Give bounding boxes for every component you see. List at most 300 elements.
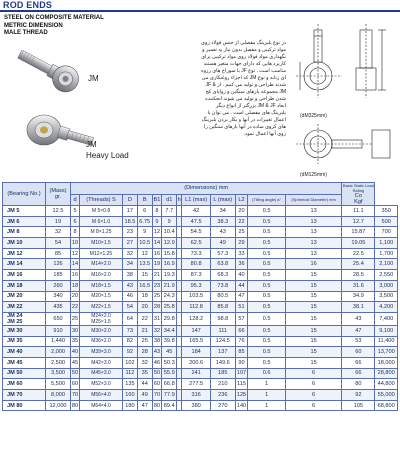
table-cell: 17	[123, 206, 138, 217]
table-cell: 14	[152, 238, 162, 249]
table-cell: 149.6	[210, 357, 235, 368]
table-cell: 125	[235, 390, 248, 401]
table-cell: JM 12	[3, 248, 46, 259]
table-cell: 64	[123, 312, 138, 325]
table-cell: 1	[248, 400, 285, 411]
table-cell: 165.5	[182, 336, 211, 347]
section-title: ROD ENDS	[3, 0, 53, 10]
table-cell: 135	[123, 379, 138, 390]
table-cell: 33	[235, 248, 248, 259]
table-cell: 6.75	[137, 216, 152, 227]
table-cell: 350	[375, 206, 398, 217]
description-text: در نوع بلبرینگ مفصلی از جنس فولاد روی مواد ترکیبی و مفصل بدون نیاز به تعمیر و نگهداری مواد فولاد روی مواد ترکیبی برای کاربرد هایی که دارای جهات متغیر هستند مناسب است . نوع JF با سوراخ های رزوه ای زنانه و نوع JM که اجزاء روغنکاری می شدند طراحی و تولید می کنیم . از JF & JM مجموعه بازهای سنگین و زوایای کج شدن طراحی و تولید می شوند انجکننده ابعاد JM & JF بزرگتر از انواع دیگر بلبرینگ های مفصلی است . می توان با اعمال تغییرات در آنها و بکار بردن بلبرینگ های کروی ساده در آنها بارهای سنگین را روی آنها اعمال نمود.	[201, 40, 286, 137]
table-cell: 34	[123, 259, 138, 270]
table-cell: 62.5	[182, 238, 211, 249]
table-cell: JM 20	[3, 291, 46, 302]
table-cell: 21.9	[162, 280, 177, 291]
table-cell: 12	[71, 248, 80, 259]
table-cell-line: JM 24	[7, 312, 23, 319]
table-cell: 80	[152, 400, 162, 411]
table-cell: 1	[248, 390, 285, 401]
table-cell: JM 8	[3, 227, 46, 238]
table-cell: 16.9	[162, 259, 177, 270]
table-cell: M56×4.0	[80, 390, 123, 401]
table-cell: 340	[46, 291, 71, 302]
table-cell: JM 16	[3, 270, 46, 281]
table-cell: 236	[210, 390, 235, 401]
table-cell: 85	[46, 248, 71, 259]
table-cell: M10×1.5	[80, 238, 123, 249]
table-cell: 1,100	[375, 238, 398, 249]
table-cell: 21	[152, 270, 162, 281]
table-cell: 14	[71, 259, 80, 270]
table-cell: 0.5	[248, 357, 285, 368]
table-cell: 115	[235, 379, 248, 390]
table-cell: 23	[152, 280, 162, 291]
table-cell: 25	[152, 291, 162, 302]
table-cell: 6	[137, 206, 152, 217]
table-row	[3, 270, 398, 281]
table-cell: 32	[137, 357, 152, 368]
table-cell: M30×2.0	[80, 325, 123, 336]
table-cell: 13,700	[375, 347, 398, 358]
table-cell: 12	[152, 227, 162, 238]
table-cell: 20	[235, 206, 248, 217]
table-cell: 7.7	[162, 206, 177, 217]
table-cell: 73	[123, 325, 138, 336]
table-cell: 80	[71, 400, 80, 411]
table-cell: 39.8	[162, 336, 177, 347]
subtitle-thread: MALE THREAD	[4, 30, 48, 36]
table-cell: 34	[210, 206, 235, 217]
table-cell: JM 6	[3, 216, 46, 227]
table-cell: 2,000	[46, 347, 71, 358]
table-cell: 54	[46, 238, 71, 249]
table-cell: 0.6	[248, 368, 285, 379]
table-row	[3, 390, 398, 401]
table-cell: 0.5	[248, 312, 285, 325]
table-cell: 16	[71, 270, 80, 281]
table-cell: 47	[235, 291, 248, 302]
table-cell: 47	[342, 325, 375, 336]
table-cell: 0.5	[248, 325, 285, 336]
table-cell: 500	[375, 216, 398, 227]
table-cell: 210	[210, 379, 235, 390]
table-cell: 46	[123, 291, 138, 302]
table-cell: 6	[285, 400, 342, 411]
table-row	[3, 368, 398, 379]
table-row	[3, 291, 398, 302]
table-cell: JM 70	[3, 390, 46, 401]
table-cell: 40	[71, 347, 80, 358]
table-cell: 140	[235, 400, 248, 411]
col-mass: (Mass) gr.	[46, 183, 71, 206]
table-cell: 27	[123, 238, 138, 249]
table-cell: 22	[137, 312, 152, 325]
table-cell: 36	[235, 259, 248, 270]
table-cell: 22.5	[342, 248, 375, 259]
table-cell: 0.5	[248, 248, 285, 259]
table-cell: 12	[137, 248, 152, 259]
table-cell: 105	[342, 400, 375, 411]
table-cell: 34.9	[342, 291, 375, 302]
table-cell: 8	[71, 227, 80, 238]
table-cell: JM 60	[3, 379, 46, 390]
table-cell: 0.5	[248, 302, 285, 313]
table-cell: 28.5	[342, 270, 375, 281]
table-cell: 47.5	[182, 216, 211, 227]
table-cell: JM 5	[3, 206, 46, 217]
table-row	[3, 227, 398, 238]
table-cell: 38.1	[342, 302, 375, 313]
table-cell: 28,800	[375, 368, 398, 379]
table-cell: 80.5	[210, 291, 235, 302]
table-cell: 9	[137, 227, 152, 238]
table-cell: 25.8	[162, 302, 177, 313]
table-cell: 6	[285, 390, 342, 401]
table-cell: 1	[248, 379, 285, 390]
table-cell: 18,000	[375, 357, 398, 368]
table-cell: 95.3	[182, 280, 211, 291]
static-load-co: Co	[354, 193, 362, 199]
table-cell: JM 50	[3, 368, 46, 379]
table-cell: 160	[123, 390, 138, 401]
table-cell: 10.5	[137, 238, 152, 249]
table-cell: 15	[285, 291, 342, 302]
table-cell: 13	[285, 216, 342, 227]
table-cell: JM 45	[3, 357, 46, 368]
col-bearing-no: (Bearing No.)	[3, 183, 46, 206]
drawing-caption-bottom: (dM125mm)	[300, 172, 327, 178]
table-cell: 3,500	[46, 368, 71, 379]
table-cell: 2,100	[375, 259, 398, 270]
table-cell: 25	[235, 227, 248, 238]
subtitles	[4, 15, 104, 38]
table-cell: 147	[182, 325, 211, 336]
table-cell: 90	[235, 357, 248, 368]
table-cell: 25	[137, 336, 152, 347]
table-cell: 43	[123, 280, 138, 291]
table-cell: 44	[235, 280, 248, 291]
table-cell-line: M24×2.0	[91, 312, 111, 319]
table-cell: 45	[162, 347, 177, 358]
table-cell: 34.4	[162, 325, 177, 336]
table-row	[3, 312, 398, 325]
table-cell: M52×3.0	[80, 379, 123, 390]
table-cell	[80, 312, 123, 325]
table-cell: 38.3	[210, 216, 235, 227]
table-cell: 6	[285, 379, 342, 390]
table-cell: 13	[285, 238, 342, 249]
table-cell: 0.5	[248, 206, 285, 217]
table-cell: M 5×0.8	[80, 206, 123, 217]
table-cell: 0.5	[248, 291, 285, 302]
table-cell: M18×1.5	[80, 280, 123, 291]
table-cell: M64×4.0	[80, 400, 123, 411]
col-dimensions: (Dimensions) mm	[71, 183, 342, 195]
table-cell: 185	[46, 270, 71, 281]
table-cell: 35	[137, 368, 152, 379]
table-cell: 60	[71, 379, 80, 390]
table-cell: 57.3	[210, 248, 235, 259]
table-cell: 15	[285, 357, 342, 368]
table-cell: 15.8	[162, 248, 177, 259]
table-cell: 12.7	[342, 216, 375, 227]
table-cell: 13	[285, 248, 342, 259]
table-cell: 3,500	[375, 291, 398, 302]
table-cell: 85	[235, 347, 248, 358]
table-row	[3, 216, 398, 227]
table-cell: 185	[210, 368, 235, 379]
table-cell: M16×2.0	[80, 270, 123, 281]
table-cell: 30	[71, 325, 80, 336]
table-cell: 46	[152, 357, 162, 368]
table-row	[3, 347, 398, 358]
table-cell: 44,800	[375, 379, 398, 390]
table-cell: 54.5	[182, 227, 211, 238]
table-cell: 63.8	[210, 259, 235, 270]
table-cell: 66	[235, 325, 248, 336]
table-cell: 68.3	[210, 270, 235, 281]
label-jm: JM	[88, 74, 99, 83]
table-cell: 10.4	[162, 227, 177, 238]
table-cell: 32	[152, 325, 162, 336]
table-cell: 15	[285, 302, 342, 313]
table-cell: M14×2.0	[80, 259, 123, 270]
table-cell: 70	[152, 390, 162, 401]
table-cell: 98.8	[210, 312, 235, 325]
table-cell: 650	[46, 312, 71, 325]
col-B1: B1	[152, 194, 162, 206]
table-cell: 12.5	[46, 206, 71, 217]
table-cell: 1,700	[375, 248, 398, 259]
table-cell: 35	[71, 336, 80, 347]
table-cell: JM 22	[3, 302, 46, 313]
table-cell: M36×2.0	[80, 336, 123, 347]
table-cell: 0.5	[248, 270, 285, 281]
table-cell: 7,400	[375, 312, 398, 325]
table-row	[3, 400, 398, 411]
table-cell: 85.8	[210, 302, 235, 313]
table-cell: 40	[235, 270, 248, 281]
title-rule	[0, 10, 400, 12]
col-h: h	[177, 194, 182, 206]
table-cell: 277.5	[182, 379, 211, 390]
table-row	[3, 336, 398, 347]
table-cell: 16	[152, 248, 162, 259]
table-cell: 66	[342, 368, 375, 379]
table-cell: 21	[137, 325, 152, 336]
label-heavy-load-code: JM	[86, 140, 97, 149]
table-cell: 107	[235, 368, 248, 379]
table-cell: 22	[235, 216, 248, 227]
table-cell: 32	[123, 248, 138, 259]
table-cell: 43	[210, 227, 235, 238]
table-cell: 60	[152, 379, 162, 390]
table-cell: 29	[235, 238, 248, 249]
label-heavy-load-name: Heavy Load	[86, 151, 129, 160]
col-threads: (Threads) S	[80, 194, 123, 206]
table-cell: 18.5	[123, 216, 138, 227]
table-cell: 15	[285, 325, 342, 336]
table-cell: M 8×1.25	[80, 227, 123, 238]
table-cell: 53	[342, 336, 375, 347]
table-cell: 126	[46, 259, 71, 270]
table-cell: 19	[152, 259, 162, 270]
table-row	[3, 379, 398, 390]
table-cell: 51	[235, 302, 248, 313]
table-cell: 15.87	[342, 227, 375, 238]
table-row	[3, 302, 398, 313]
table-cell: JM 35	[3, 336, 46, 347]
table-cell: 180	[123, 400, 138, 411]
table-cell: 89.4	[162, 400, 177, 411]
table-cell: 13	[285, 206, 342, 217]
table-cell: 29.8	[162, 312, 177, 325]
table-cell: 50	[71, 368, 80, 379]
table-cell: 43	[342, 312, 375, 325]
col-L2: L2	[235, 194, 248, 206]
table-cell: 15	[285, 280, 342, 291]
table-cell: 82	[123, 336, 138, 347]
col-spherical: (Spherical Diameter) mm	[285, 194, 342, 206]
table-cell: 49	[137, 390, 152, 401]
table-cell: 66	[342, 357, 375, 368]
static-load-kgf: Kgf	[354, 199, 363, 205]
table-cell: 2,500	[46, 357, 71, 368]
table-cell: 0.5	[248, 336, 285, 347]
table-cell: 8	[152, 206, 162, 217]
table-cell: 316	[182, 390, 211, 401]
table-cell: 111	[210, 325, 235, 336]
table-cell: 15	[137, 270, 152, 281]
table-row	[3, 259, 398, 270]
table-cell: M22×1.5	[80, 302, 123, 313]
table-cell: 18	[71, 280, 80, 291]
col-L: L (max)	[210, 194, 235, 206]
table-cell: 0.5	[248, 347, 285, 358]
table-cell: 270	[210, 400, 235, 411]
table-cell: 28	[152, 302, 162, 313]
table-cell: 103.5	[182, 291, 211, 302]
table-cell: 15	[285, 312, 342, 325]
table-cell: 0.5	[248, 227, 285, 238]
table-cell: 12.9	[162, 238, 177, 249]
table-cell: 128.2	[182, 312, 211, 325]
table-cell: 10	[71, 238, 80, 249]
table-cell: M39×3.0	[80, 347, 123, 358]
table-cell: 13.5	[137, 259, 152, 270]
table-row	[3, 238, 398, 249]
header-row-1	[3, 183, 398, 195]
table-cell: M12×1.25	[80, 248, 123, 259]
table-cell: 50.3	[162, 357, 177, 368]
table-cell: 4,200	[375, 302, 398, 313]
table-cell: JM 18	[3, 280, 46, 291]
table-cell: 11,400	[375, 336, 398, 347]
table-cell: 102	[123, 357, 138, 368]
table-cell: 8,000	[46, 390, 71, 401]
table-cell: 9	[162, 216, 177, 227]
table-cell: 60	[342, 347, 375, 358]
table-cell: 20	[137, 302, 152, 313]
table-cell: 24.3	[162, 291, 177, 302]
table-cell: 16.5	[137, 280, 152, 291]
table-cell-line: M25×1.5	[91, 318, 111, 325]
table-cell: 45	[71, 357, 80, 368]
table-cell: 15	[285, 336, 342, 347]
table-cell: 435	[46, 302, 71, 313]
table-cell: 32	[46, 227, 71, 238]
table-cell: M20×1.5	[80, 291, 123, 302]
table-cell: 44	[137, 379, 152, 390]
table-cell: 241	[182, 368, 211, 379]
rod-end-photo-heavy-load	[16, 106, 96, 156]
table-cell: 6	[285, 368, 342, 379]
table-cell: 112.8	[182, 302, 211, 313]
table-row	[3, 280, 398, 291]
static-load-caption: Basic Static Load Rating	[342, 183, 374, 193]
table-cell: 87.3	[182, 270, 211, 281]
table-cell: 43	[152, 347, 162, 358]
table-cell: 70	[71, 390, 80, 401]
table-cell: 16	[285, 259, 342, 270]
table-cell: 910	[46, 325, 71, 336]
table-cell: 3,000	[375, 280, 398, 291]
table-cell: 76	[235, 336, 248, 347]
drawing-caption-top: (dM325mm)	[300, 113, 327, 119]
header-bar	[0, 0, 400, 12]
table-cell: 38	[152, 336, 162, 347]
table-cell: 15	[285, 270, 342, 281]
col-D: D	[123, 194, 138, 206]
spec-body	[3, 206, 398, 411]
table-cell: 11.1	[342, 206, 375, 217]
technical-drawing-bottom	[292, 120, 397, 170]
table-cell: 5,500	[46, 379, 71, 390]
table-cell: 18	[137, 291, 152, 302]
table-cell: 23	[123, 227, 138, 238]
table-cell: 80.8	[182, 259, 211, 270]
table-cell: 54	[123, 302, 138, 313]
table-cell: M45×3.0	[80, 368, 123, 379]
table-cell: 47	[137, 400, 152, 411]
table-cell: 57	[235, 312, 248, 325]
table-cell-line: JM 25	[7, 318, 23, 325]
table-cell: M42×3.0	[80, 357, 123, 368]
table-row	[3, 206, 398, 217]
table-row	[3, 248, 398, 259]
table-cell: 6	[71, 216, 80, 227]
table-cell: 42	[182, 206, 211, 217]
table-cell: M 6×1.0	[80, 216, 123, 227]
subtitle-metric: METRIC DIMENSION	[4, 22, 63, 29]
table-cell: 15	[285, 347, 342, 358]
table-cell: JM 40	[3, 347, 46, 358]
table-cell: 20	[71, 291, 80, 302]
table-cell: JM 10	[3, 238, 46, 249]
table-row	[3, 357, 398, 368]
table-cell: JM 80	[3, 400, 46, 411]
table-cell: 0.5	[248, 280, 285, 291]
table-cell: 77.9	[162, 390, 177, 401]
rod-end-photo-jm	[6, 42, 88, 96]
table-cell: 5	[71, 206, 80, 217]
table-cell: 66.8	[162, 379, 177, 390]
table-cell: 25.4	[342, 259, 375, 270]
spec-table	[2, 182, 398, 411]
table-cell: 19	[46, 216, 71, 227]
